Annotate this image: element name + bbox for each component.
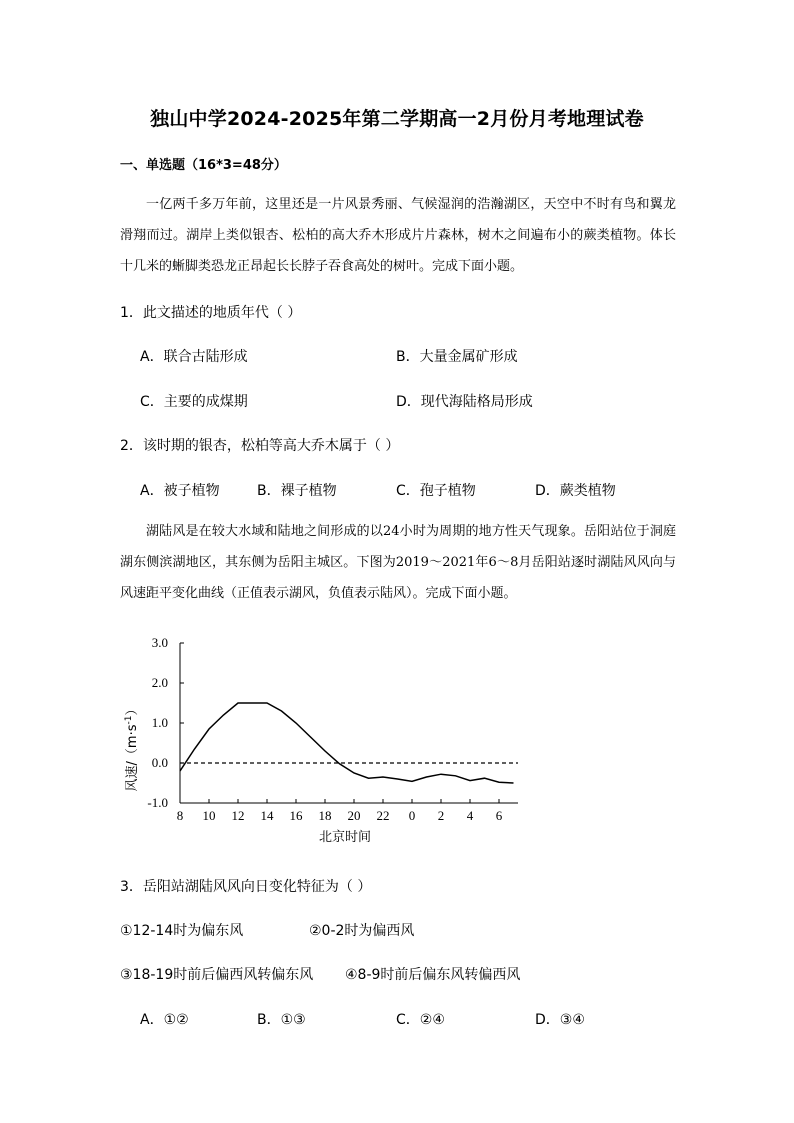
x-tick-label: 8 (176, 808, 184, 823)
x-axis-title: 北京时间 (318, 830, 372, 845)
q3-option-c[interactable]: C．②④ (396, 1012, 445, 1028)
q3-statement-4: ④8-9时前后偏东风转偏西风 (345, 967, 521, 983)
y-axis-title-text: 风速/（m·s (125, 724, 140, 792)
q1-option-a[interactable]: A．联合古陆形成 (140, 349, 248, 365)
x-tick-label: 6 (495, 808, 503, 823)
x-tick-label: 4 (466, 808, 474, 823)
passage-2: 湖陆风是在较大水域和陆地之间形成的以24小时为周期的地方性天气现象。岳阳站位于洞庭湖东侧滨湖地区，其东侧为岳阳主城区。下图为2019～2021年6～8月岳阳站逐时湖陆风风向与风速距平变化曲线（正值表示湖风，负值表示陆风）。完成下面小题。 (120, 524, 676, 601)
x-tick-label: 22 (376, 808, 390, 823)
q2-option-c[interactable]: C．孢子植物 (396, 483, 476, 499)
q3-option-d[interactable]: D．③④ (535, 1012, 585, 1028)
q3-statement-2: ②0-2时为偏西风 (309, 923, 415, 939)
y-axis-title (124, 703, 140, 792)
q1-option-d[interactable]: D．现代海陆格局形成 (396, 394, 533, 410)
question-3-stem: 3．岳阳站湖陆风风向日变化特征为（ ） (120, 879, 372, 895)
q2-option-d[interactable]: D．蕨类植物 (535, 483, 616, 499)
x-tick-label: 0 (408, 808, 416, 823)
y-tick-label: 3.0 (151, 635, 168, 650)
x-tick-label: 12 (231, 808, 245, 823)
y-tick-label: 2.0 (151, 675, 168, 690)
page-title: 独山中学2024-2025年第二学期高一2月份月考地理试卷 (150, 108, 644, 130)
q3-option-b[interactable]: B．①③ (257, 1012, 306, 1028)
q1-option-b[interactable]: B．大量金属矿形成 (396, 349, 518, 365)
x-tick-label: 2 (437, 808, 445, 823)
passage-1: 一亿两千多万年前，这里还是一片风景秀丽、气候湿润的浩瀚湖区，天空中不时有鸟和翼龙滑翔而过。湖岸上类似银杏、松柏的高大乔木形成片片森林，树木之间遍布小的蕨类植物。体长十几米的蜥脚类恐龙正昂起长长脖子吞食高处的树叶。完成下面小题。 (120, 197, 676, 274)
q3-statement-3: ③18-19时前后偏西风转偏东风 (120, 967, 314, 983)
q2-option-a[interactable]: A．被子植物 (140, 483, 220, 499)
question-2-stem: 2．该时期的银杏，松柏等高大乔木属于（ ） (120, 438, 400, 454)
y-axis-title-superscript: -1 (124, 715, 134, 725)
q2-option-b[interactable]: B．裸子植物 (257, 483, 337, 499)
question-1-stem: 1．此文描述的地质年代（ ） (120, 305, 302, 321)
x-tick-label: 14 (260, 808, 274, 823)
section-heading: 一、单选题（16*3=48分） (120, 158, 287, 173)
y-tick-label: -1.0 (147, 795, 168, 810)
q1-option-c[interactable]: C．主要的成煤期 (140, 394, 248, 410)
x-tick-label: 18 (318, 808, 332, 823)
x-tick-label: 16 (289, 808, 303, 823)
wind-speed-series-line (180, 703, 514, 783)
q3-option-a[interactable]: A．①② (140, 1012, 189, 1028)
wind-speed-chart (110, 625, 550, 855)
q3-statement-1: ①12-14时为偏东风 (120, 923, 244, 939)
y-tick-label: 1.0 (151, 715, 168, 730)
y-axis-title-close: ） (125, 702, 140, 716)
svg-text:风速/（m·s-1） (124, 703, 140, 792)
y-tick-label: 0.0 (151, 755, 168, 770)
x-tick-label: 20 (347, 808, 361, 823)
x-tick-label: 10 (202, 808, 216, 823)
